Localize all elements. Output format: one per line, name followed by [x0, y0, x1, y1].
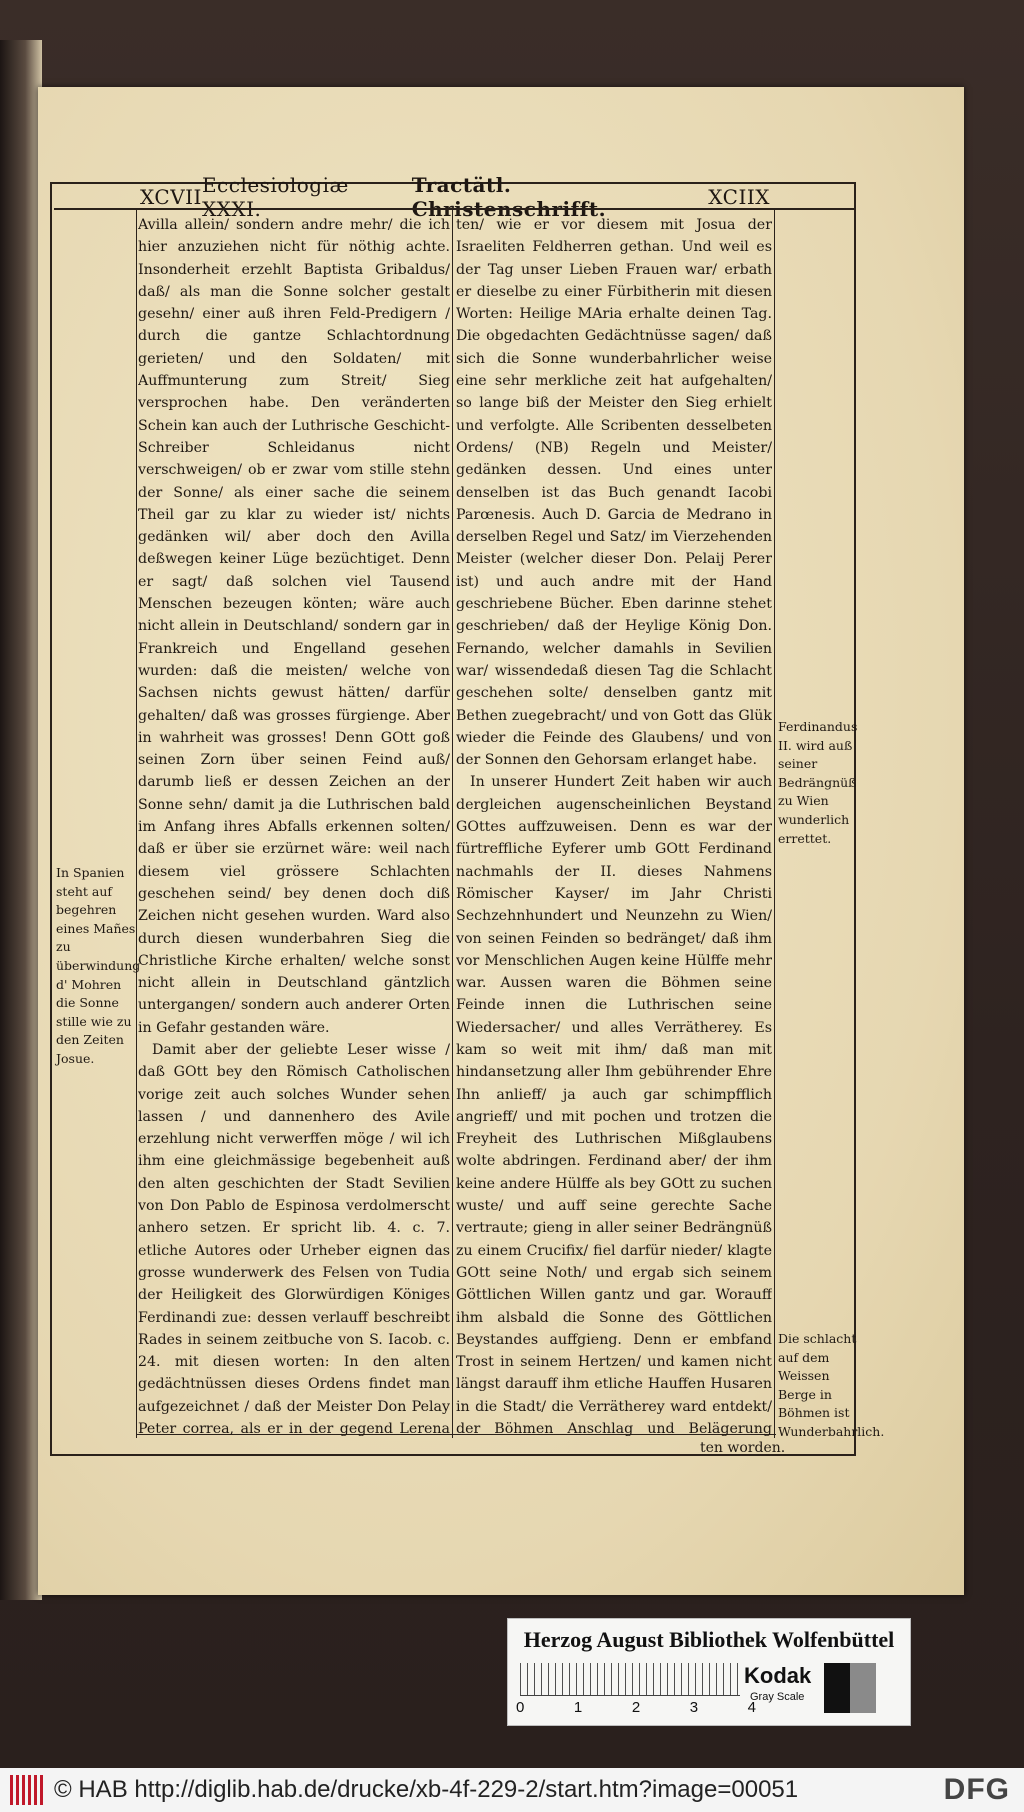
- right-text-column: [456, 214, 772, 1436]
- book-binding-edge: [0, 40, 42, 1600]
- margin-note-white-mountain: Die schlacht auf dem Weissen Berge in Böhmen ist Wunderbahrlich.: [778, 1331, 885, 1439]
- ruler-number: 0: [516, 1699, 525, 1716]
- gray-scale-label: Gray Scale: [750, 1691, 805, 1703]
- running-header: [140, 173, 770, 221]
- scale-ruler: [520, 1663, 740, 1696]
- copyright-link[interactable]: © HAB http://diglib.hab.de/drucke/xb-4f-229-2/start.htm?image=00051: [54, 1776, 799, 1803]
- header-right-number: XCIIX: [708, 185, 770, 209]
- ruler-number: 1: [573, 1699, 583, 1716]
- column-divider: [452, 210, 453, 1438]
- margin-note-ferdinand: Ferdinandus II. wird auß seiner Bedrängnüß zu Wien wunderlich errettet.: [778, 719, 858, 846]
- paragraph: ten/ wie er vor diesem mit Josua der Israeliten Feldherren gethan. Und weil es der Tag unser Lieben Frauen war/ erbath er dieselbe zu einer Fürbitherin mit diesen Worten: Heilige MAria erhalte deinen Tag. Die obgedachten Gedächtnüsse sagen/ daß sich die Sonne wunderbahrlicher weise eine sehr merkliche zeit hat aufgehalten/ so lange biß der Meister den Sieg erhielt und verfolgte. Alle Scribenten desselbeten Ordens/ (NB) Regeln und Meister/ gedänken dessen. Und eines unter denselben ist das Buch genandt Iacobi Parœnesis. Auch D. Garcia de Medrano in derselben Regel und Satz/ im Vierzehenden Meister (welcher dieser Don. Pelaij Perer ist) und auch andre mit der Hand geschriebene Bücher. Eben darinne stehet geschrieben/ daß der Heylige König Don. Fernando, welcher damahls in Sevilien war/ wissendedaß diesen Tag die Schlacht geschehen solte/ denselben gantz mit Bethen zuegebracht/ und von Gott das Glük wieder die Feinde des Glaubens/ und von der Sonnen den Gehorsam erlanget habe.: [456, 217, 772, 769]
- library-name: Herzog August Bibliothek Wolfenbüttel: [523, 1627, 895, 1652]
- header-rule: [54, 208, 854, 210]
- ruler-number: 2: [631, 1699, 641, 1716]
- margin-note-left: In Spanien steht auf begehren eines Mañes zu überwindung d' Mohren die Sonne stille wie zu den Zeiten Josue.: [56, 865, 141, 1066]
- footer-bar: [0, 1768, 1024, 1812]
- library-label-card: [507, 1618, 911, 1726]
- paragraph: In unserer Hundert Zeit haben wir auch dergleichen augenscheinlichen Beystand GOttes auffzuweisen. Denn es war der fürtreffliche Eyferer umb GOtt Ferdinand nachmahls der II. dieses Nahmens Römischer Kayser/ im Jahr Christi Sechzehnhundert und Neunzehn zu Wien/ von seinen Feinden so bedränget/ daß ihm vor Menschlichen Augen keine Hülffe mehr war. Aussen waren die Böhmen seine Feinde innen die Luthrischen seine Wiedersacher/ und alles Verrätherey. Es kam so weit mit ihm/ daß man mit hindansetzung aller Ihm gebührender Ehre Ihn anlieff/ ja auch gar schimpfflich angrieff/ und mit pochen und trotzen die Freyheit des Luthrischen Mißglaubens wolte abdringen. Ferdinand aber/ der ihm keine andere Hülffe als bey GOtt zu suchen wuste/ und auff seine gerechte Sache vertraute; gieng in aller seiner Bedrängnüß zu einem Crucifix/ fiel darfür nieder/ klagte GOtt seine Noth/ und ergab sich seinem Göttlichen Willen gantz und gar. Worauff ihm alsbald die Sonne des Göttlichen Beystandes auffgieng. Denn er embfand Trost in seinem Hertzen/ und kamen nicht längst darauff ihm etliche Hauffen Husaren in die Stadt/ die Verrätherey ward entdekt/ der Böhmen Anschlag und Belägerung: [456, 774, 772, 1436]
- ruler-numbers: [516, 1699, 756, 1716]
- left-text-column: [138, 214, 450, 1436]
- gray-patch-mid: [850, 1663, 876, 1713]
- dfg-logo: DFG: [943, 1773, 1010, 1806]
- header-book-title: Ecclesiologiæ XXXI.: [201, 173, 349, 221]
- ruler-number: 3: [689, 1699, 699, 1716]
- kodak-brand: Kodak: [744, 1663, 812, 1688]
- column-rule-left: [136, 210, 137, 1438]
- catchword: ten worden.: [700, 1440, 786, 1456]
- paragraph: Avilla allein/ sondern andre mehr/ die ich hier anzuziehen nicht für nöthig achte. Insonderheit erzehlt Baptista Gribaldus/ daß/ als man die Sonne solcher gestalt gesehn/ einer auß ihren Feld-Predigern / durch die gantze Schlachtordnung gerieten/ und den Soldaten/ mit Auffmunterung zum Streit/ Sieg versprochen habe. Den veränderten Schein kan auch der Luthrische Geschicht-Schreiber Schleidanus nicht verschweigen/ ob er zwar vom stille stehn der Sonne/ als einer sache die seinem Theil gar zu klar zu wieder ist/ nichts gedänken wil/ aber doch den Avilla deßwegen keiner Lüge bezüchtiget. Denn er sagt/ daß solchen viel Tausend Menschen bezeugen könten; wäre auch nicht allein in Deutschland/ sondern gar in Frankreich und Engelland gesehen wurden: daß die meisten/ welche von Sachsen nichts gewust hätten/ darfür gehalten/ daß was grosses fürgienge. Aber in wahrheit was grosses! Denn GOtt goß seinen Zorn über seinen Feind auß/ darumb ließ er dessen Zeichen an der Sonne sehn/ damit ja die Luthrischen bald im Anfang ihres Abfalls erkennen solten/ daß er über sie erzürnet wäre: weil nach diesem viel grössere Schlachten geschehen seind/ bey denen doch diß Zeichen nicht gesehen wurden. Ward also durch diesen wunderbahren Sieg die Christliche Kirche erhalten/ welche sonst nicht allein in Deutschland gäntzlich untergangen/ sondern auch anderer Orten in Gefahr gestanden wäre.: [138, 217, 450, 1036]
- paragraph: Damit aber der geliebte Leser wisse / daß GOtt bey den Römisch Catholischen vorige zeit auch solches Wunder sehen lassen / und dannenhero des Avile erzehlung nicht verwerffen möge / wil ich ihm eine gleichmässige begebenheit auß den alten geschichten der Stadt Sevilien von Don Pablo de Espinosa verdolmerscht anhero setzen. Er spricht lib. 4. c. 7. etliche Autores oder Urheber eignen das grosse wunderwerk des Felsen von Tudia der Heiligkeit des Glorwürdigen Königes Ferdinandi zue: dessen verlauff beschreibt Rades in seinem zeitbuche von S. Iacob. c. 24. mit diesen worten: In den alten gedächtnüssen dieses Ordens findet man aufgezeichnet / daß der Meister Don Pelay Peter correa, als er in der gegend Lerena: [138, 1041, 450, 1436]
- column-rule-right: [774, 210, 775, 1438]
- gray-patch-black: [824, 1663, 850, 1713]
- header-tract-title: Tractätl. Christenschrifft.: [411, 173, 607, 221]
- header-left-number: XCVII: [140, 185, 202, 209]
- ruler-number: 4: [747, 1699, 756, 1716]
- hab-logo-icon: [10, 1775, 46, 1805]
